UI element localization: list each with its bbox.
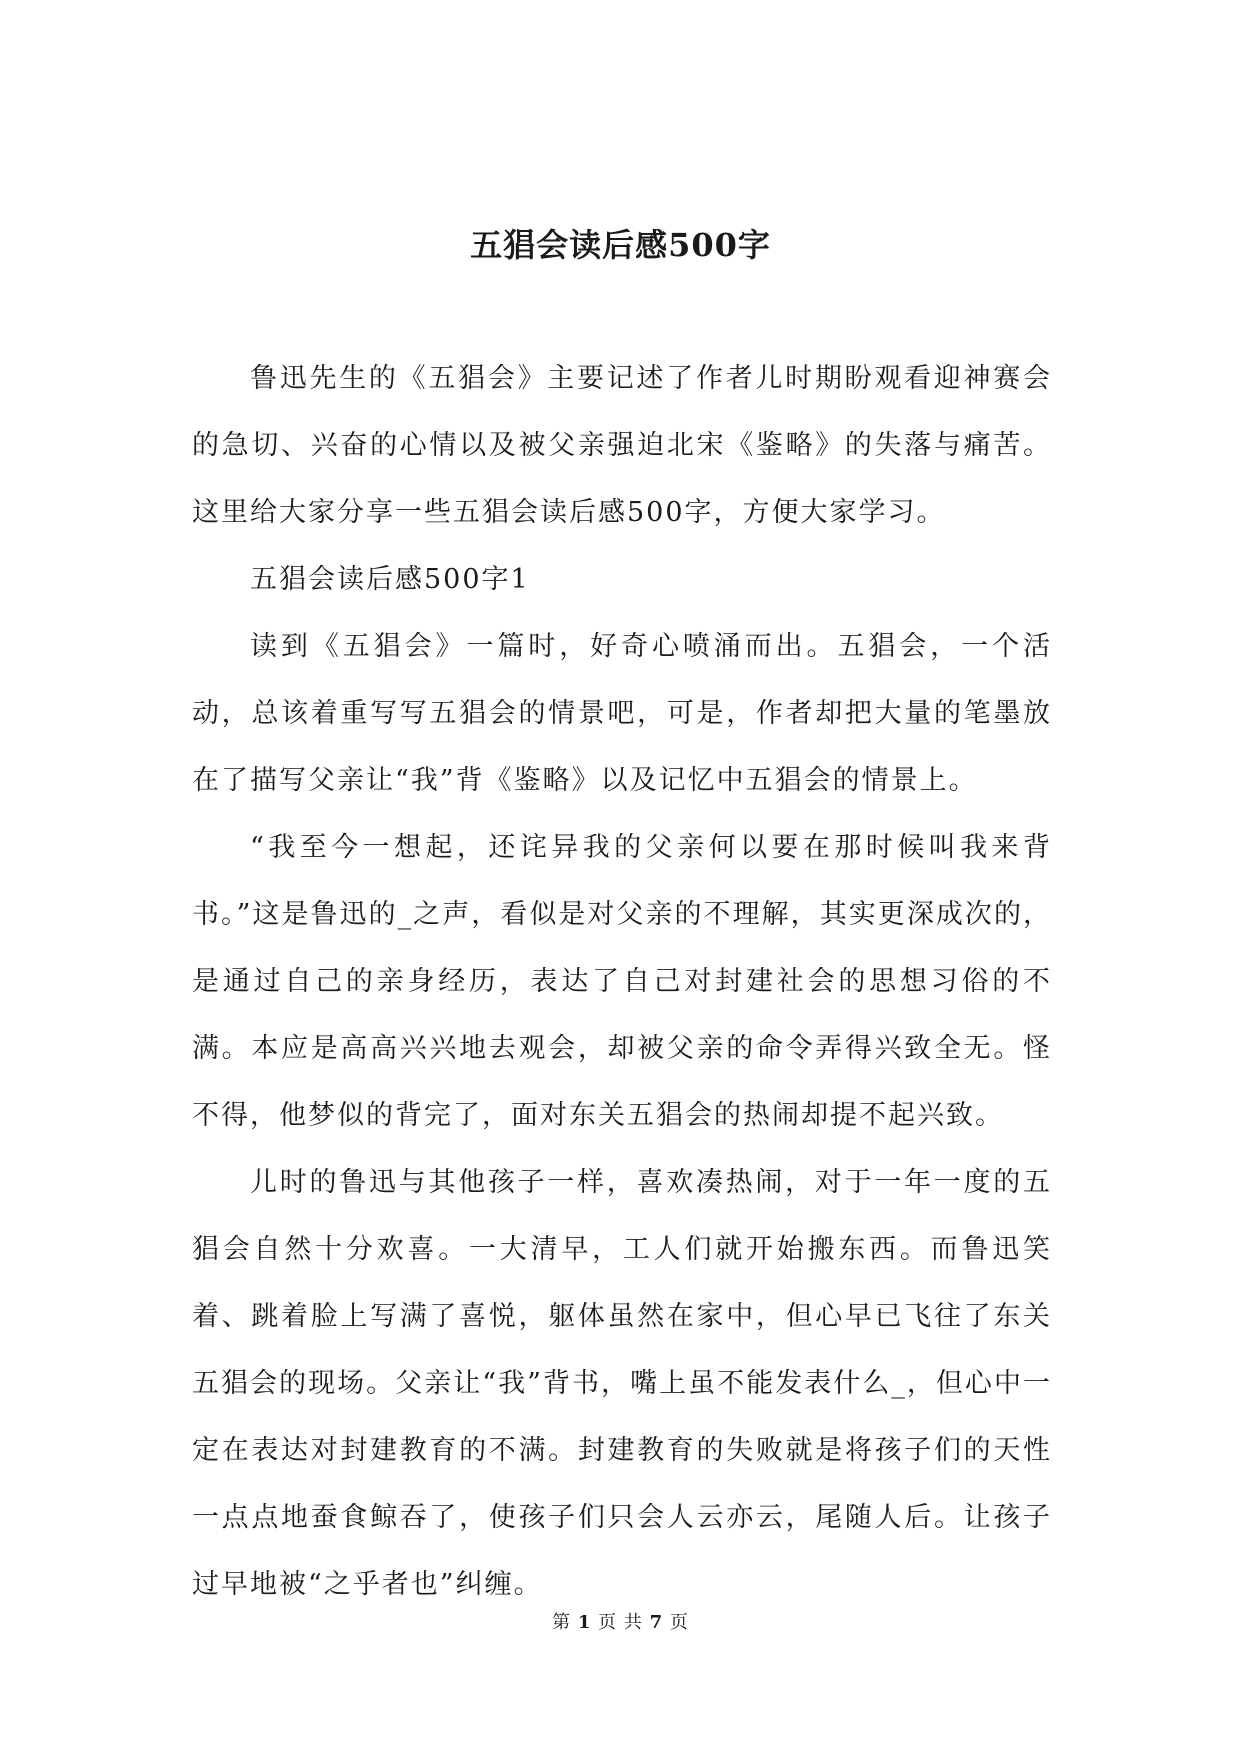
body-paragraph: 儿时的鲁迅与其他孩子一样，喜欢凑热闹，对于一年一度的五猖会自然十分欢喜。一大清早，工人们就开始搬东西。而鲁迅笑着、跳着脸上写满了喜悦，躯体虽然在家中，但心早已飞往了东关五猖会的现场。父亲让“我”背书，嘴上虽不能发表什么_，但心中一定在表达对封建教育的不满。封建教育的失败就是将孩子们的天性一点点地蚕食鲸吞了，使孩子们只会人云亦云，尾随人后。让孩子过早地被“之乎者也”纠缠。 <box>192 1167 1052 1600</box>
footer-prefix: 第 <box>552 1612 572 1633</box>
section-heading: 五猖会读后感500字1 <box>250 564 530 595</box>
body-paragraph: “我至今一想起，还诧异我的父亲何以要在那时候叫我来背书。”这是鲁迅的_之声，看似是对父亲的不理解，其实更深成次的，是通过自己的亲身经历，表达了自己对封建社会的思想习俗的不满。本应是高高兴兴地去观会，却被父亲的命令弄得兴致全无。怪不得，他梦似的背完了，面对东关五猖会的热闹却提不起兴致。 <box>192 832 1052 1131</box>
document-title: 五猖会读后感500字 <box>470 226 771 264</box>
footer-suffix: 页 <box>669 1612 689 1633</box>
total-pages-number: 7 <box>649 1612 664 1633</box>
page-footer <box>0 1608 1241 1634</box>
current-page-number: 1 <box>577 1612 592 1633</box>
intro-paragraph: 鲁迅先生的《五猖会》主要记述了作者儿时期盼观看迎神赛会的急切、兴奋的心情以及被父亲强迫北宋《鉴略》的失落与痛苦。这里给大家分享一些五猖会读后感500字，方便大家学习。 <box>192 363 1052 528</box>
body-paragraph: 读到《五猖会》一篇时，好奇心喷涌而出。五猖会，一个活动，总该着重写写五猖会的情景吧，可是，作者却把大量的笔墨放在了描写父亲让“我”背《鉴略》以及记忆中五猖会的情景上。 <box>192 631 1052 796</box>
document-body <box>192 345 1052 1618</box>
footer-middle: 页 共 <box>598 1612 643 1633</box>
